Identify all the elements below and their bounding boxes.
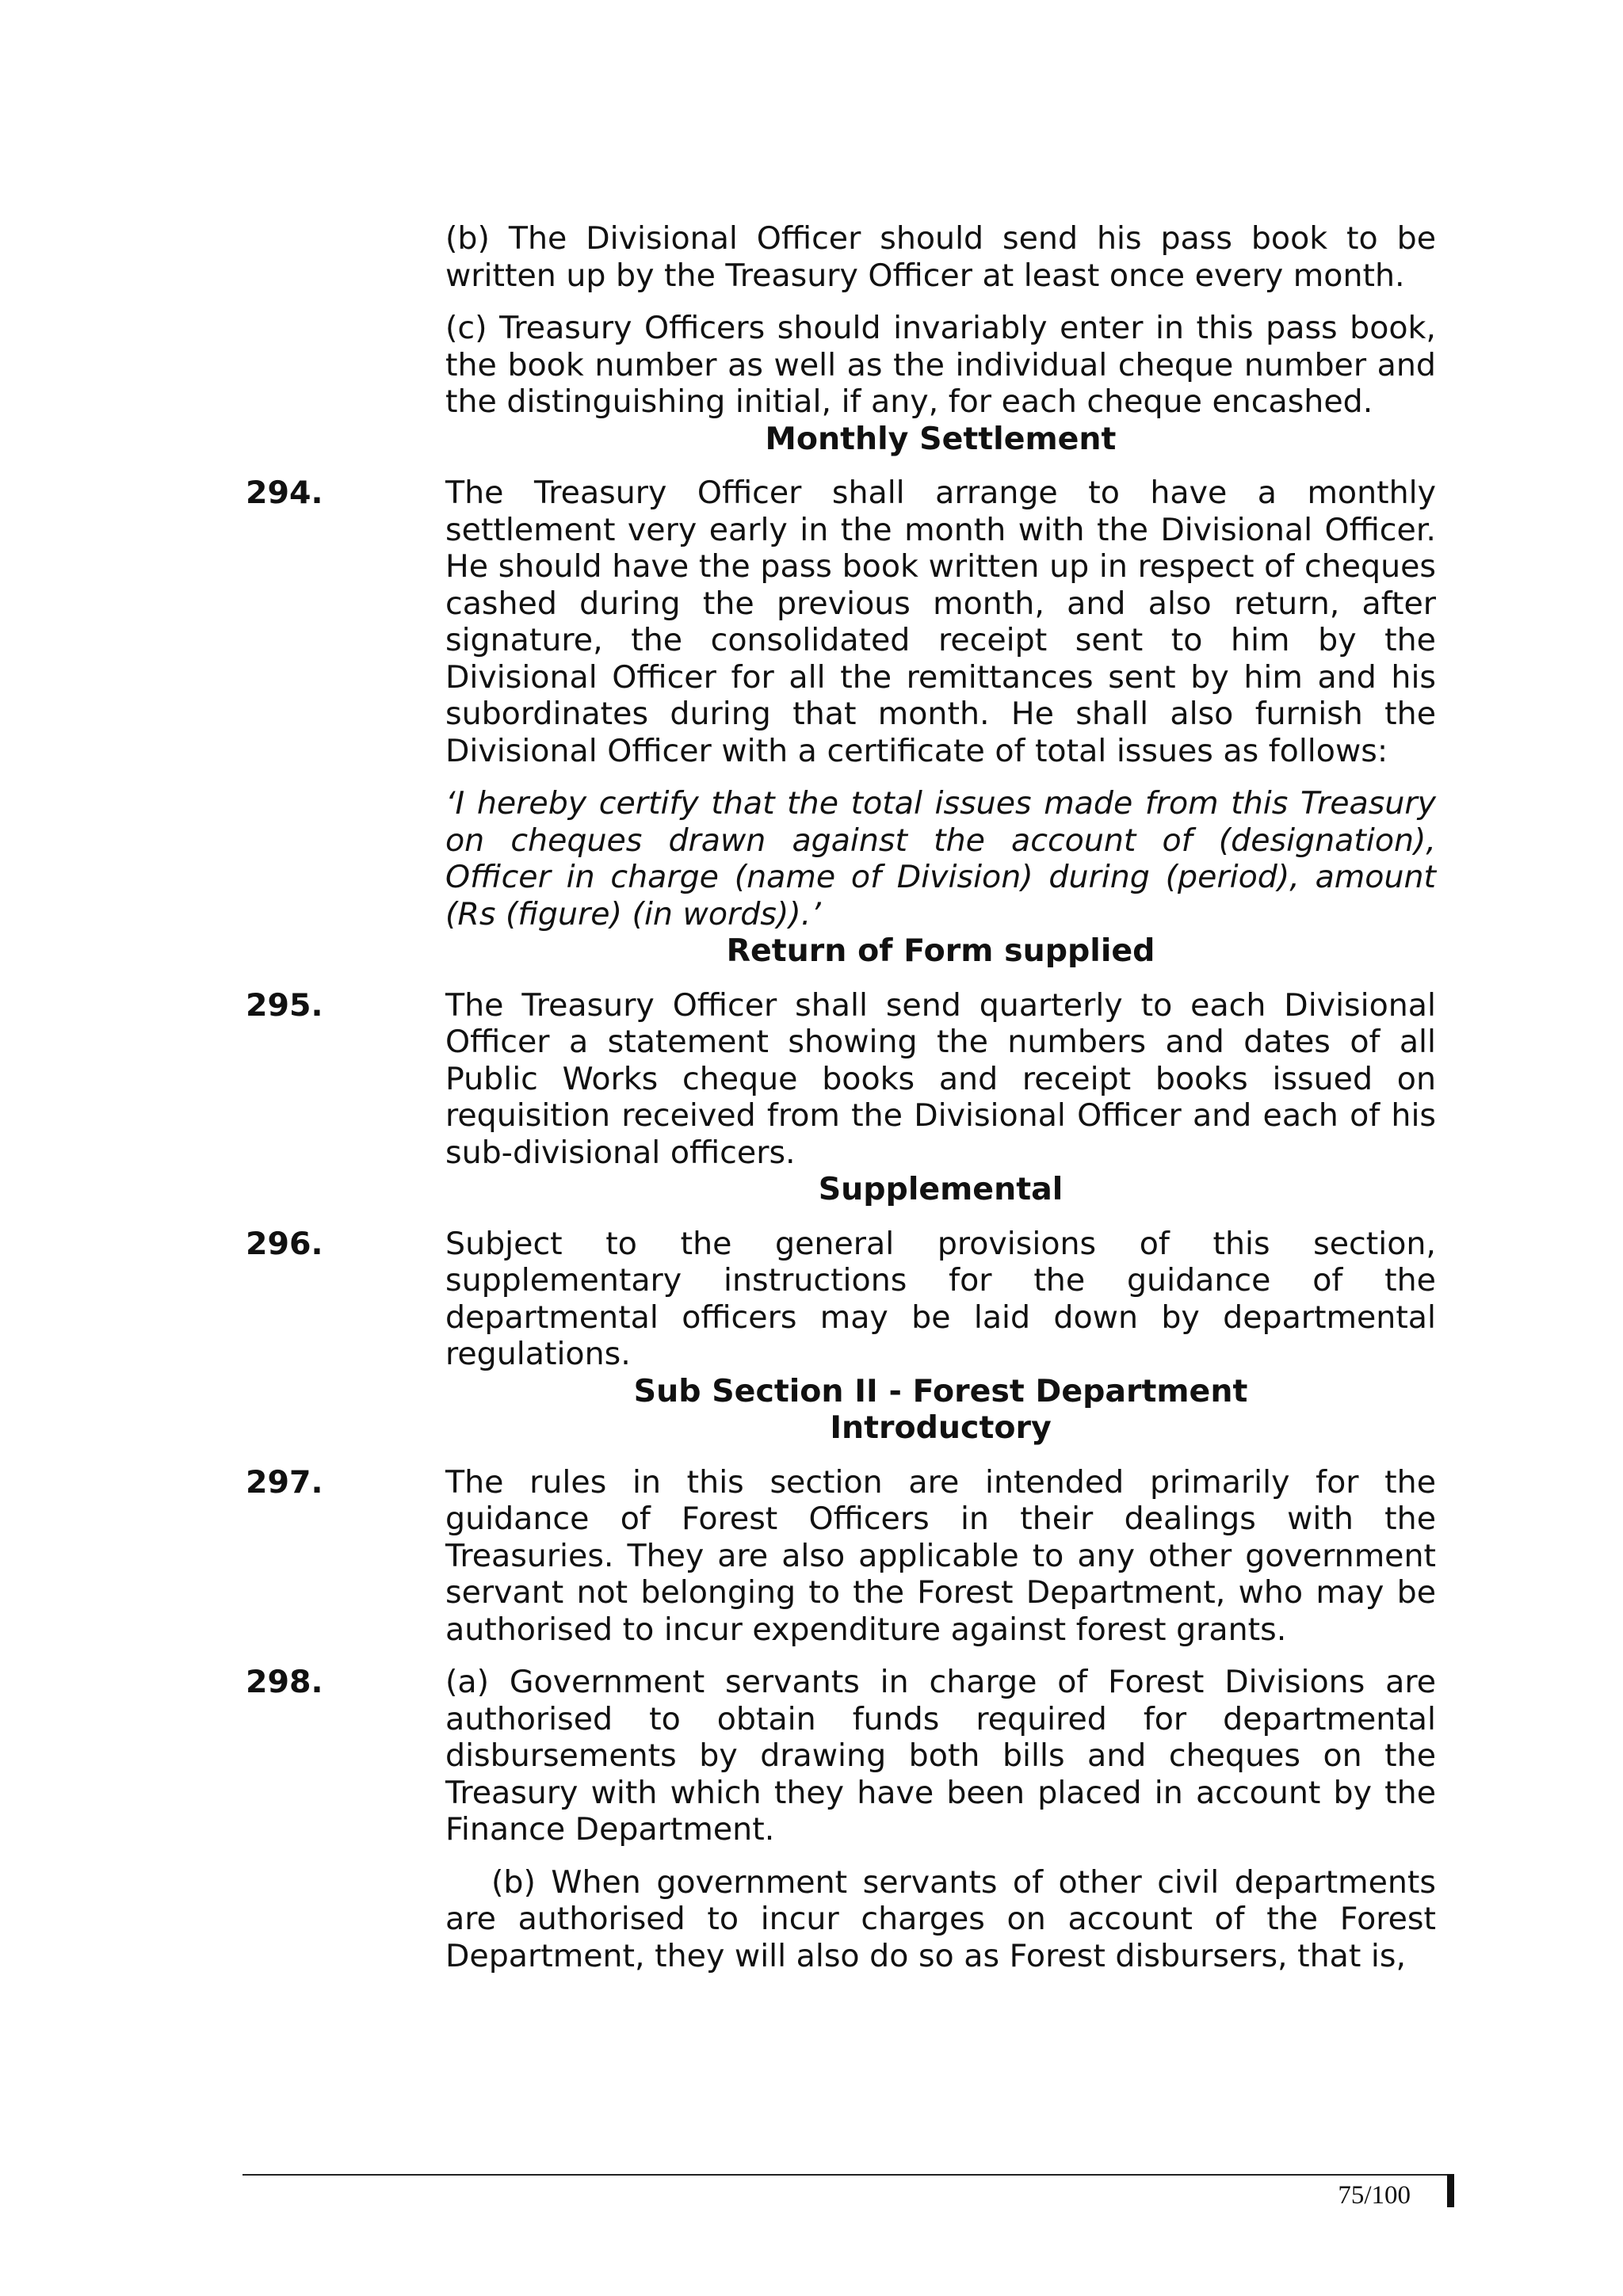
section-number-297: 297. [246, 1463, 323, 1501]
paragraph-298-b: (b) When government servants of other civil departments are authorised to incur charges on account of the Forest Department, they will also do so as Forest disbursers, that is, [445, 1863, 1436, 1974]
heading-supplemental: Supplemental [818, 1171, 1064, 1207]
section-296 [246, 1225, 1436, 1373]
page-number: 75/100 [1338, 2181, 1411, 2210]
section-number-294: 294. [246, 475, 323, 511]
paragraph-298-a: (a) Government servants in charge of Forest Divisions are authorised to obtain funds required for departmental disbursements by drawing both bills and cheques on the Treasury with which they have been placed in account by the Finance Department. [445, 1664, 1436, 1848]
heading-monthly-settlement: Monthly Settlement [765, 420, 1117, 457]
heading-introductory: Introductory [830, 1409, 1052, 1446]
certificate-text: ‘I hereby certify that the total issues made from this Treasury on cheques drawn against the account of (designation), Officer in charge (name of Division) during (period), amount (Rs (figure) (in words)).’ [445, 785, 1436, 933]
paragraph-297: The rules in this section are intended primarily for the guidance of Forest Officers in their dealings with the Treasuries. They are also applicable to any other government servant not belonging to the Forest Department, who may be authorised to incur expenditure against forest grants. [445, 1463, 1436, 1648]
section-number-296: 296. [246, 1225, 323, 1262]
section-number-295: 295. [246, 986, 323, 1024]
paragraph-293-b: (b) The Divisional Officer should send his pass book to be written up by the Treasury Officer at least once every month. [445, 220, 1436, 294]
paragraph-293-c: (c) Treasury Officers should invariably enter in this pass book, the book number as well as the individual cheque number and the distinguishing initial, if any, for each cheque encashed. [445, 310, 1436, 420]
document-body [246, 220, 1436, 1974]
heading-return-of-form-supplied: Return of Form supplied [726, 933, 1155, 969]
paragraph-296: Subject to the general provisions of this section, supplementary instructions for the guidance of the departmental officers may be laid down by departmental regulations. [445, 1225, 1436, 1372]
heading-sub-section-forest-department: Sub Section II - Forest Department [633, 1372, 1248, 1409]
section-295 [246, 986, 1436, 1172]
section-297 [246, 1463, 1436, 1649]
paragraph-295: The Treasury Officer shall send quarterly to each Divisional Officer a statement showing the numbers and dates of all Public Works cheque books and receipt books issued on requisition received from the Divisional Officer and each of his sub-divisional officers. [445, 986, 1436, 1171]
section-298 [246, 1664, 1436, 1848]
footer-bar [1447, 2174, 1454, 2207]
section-number-298: 298. [246, 1664, 323, 1700]
section-294 [246, 475, 1436, 769]
paragraph-294: The Treasury Officer shall arrange to have a monthly settlement very early in the month with the Divisional Officer. He should have the pass book written up in respect of cheques cashed during the previous month, and also return, after signature, the consolidated receipt sent to him by the Divisional Officer for all the remittances sent by him and his subordinates during that month. He shall also furnish the Divisional Officer with a certificate of total issues as follows: [445, 475, 1436, 769]
footer-rule [242, 2174, 1452, 2176]
